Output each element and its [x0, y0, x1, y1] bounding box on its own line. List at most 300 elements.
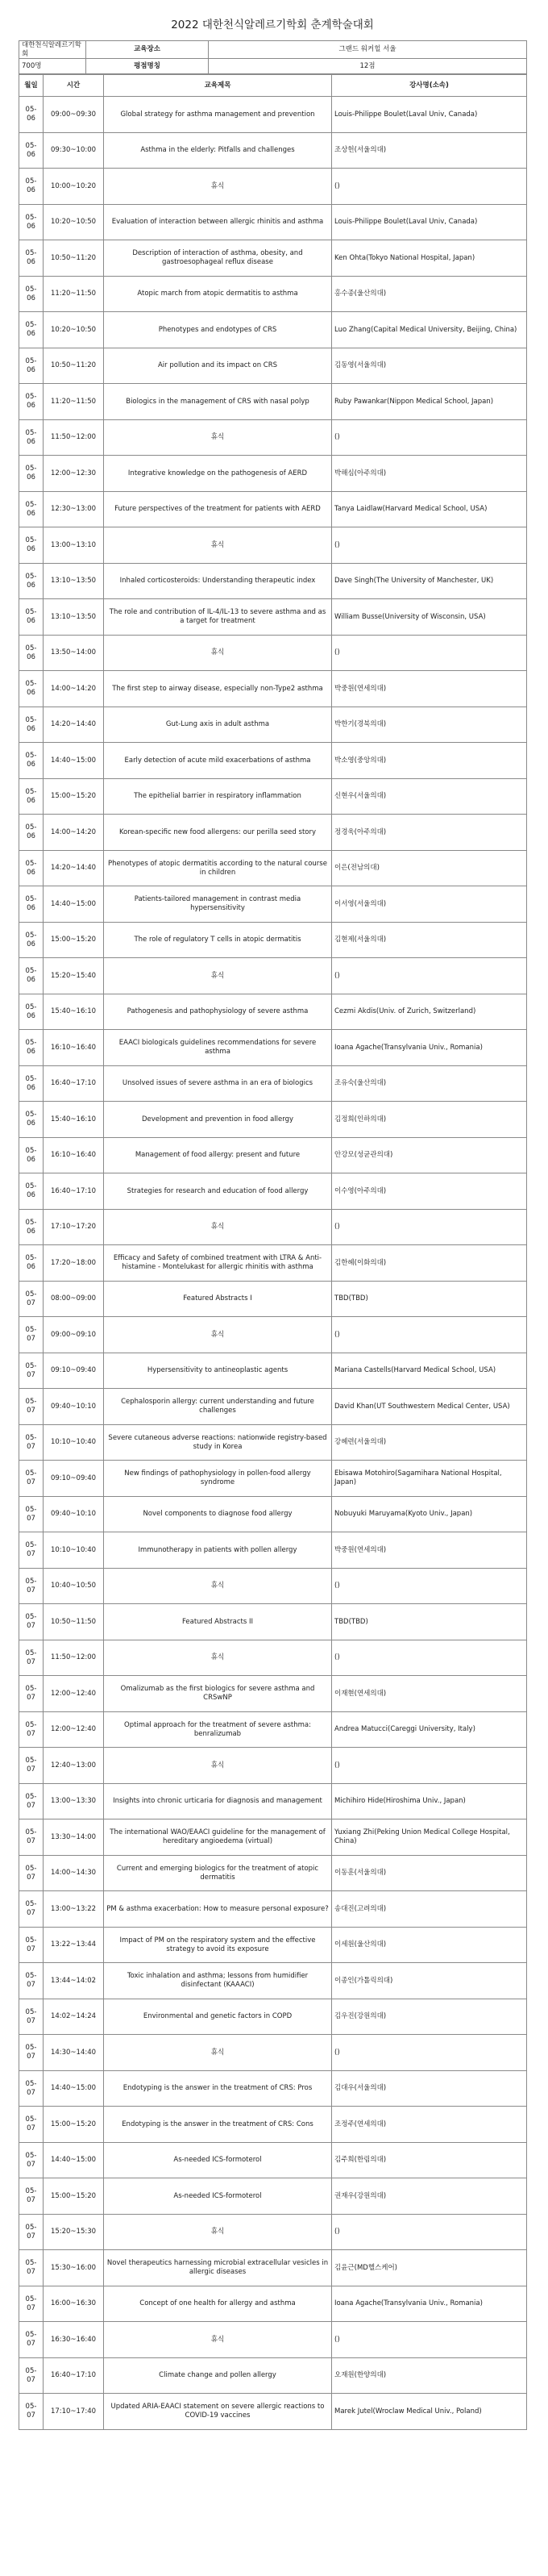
session-title: The role of regulatory T cells in atopic dermatitis	[104, 922, 332, 958]
session-time: 14:20~14:40	[44, 850, 104, 886]
session-date: 05-06	[19, 169, 44, 205]
session-title: Integrative knowledge on the pathogenesis of AERD	[104, 456, 332, 492]
table-row	[19, 1532, 527, 1569]
session-speaker: Ebisawa Motohiro(Sagamihara National Hospital, Japan)	[332, 1461, 527, 1497]
session-date: 05-06	[19, 1209, 44, 1245]
session-date: 05-07	[19, 2357, 44, 2394]
table-row	[19, 1173, 527, 1210]
table-row	[19, 1317, 527, 1353]
session-time: 14:02~14:24	[44, 1999, 104, 2035]
session-date: 05-07	[19, 1353, 44, 1389]
session-time: 09:00~09:10	[44, 1317, 104, 1353]
session-date: 05-07	[19, 1927, 44, 1963]
session-title: Current and emerging biologics for the treatment of atopic dermatitis	[104, 1855, 332, 1891]
session-speaker: 김동영(서울의대)	[332, 348, 527, 384]
session-speaker: 김현제(서울의대)	[332, 922, 527, 958]
session-title: PM & asthma exacerbation: How to measure personal exposure?	[104, 1891, 332, 1928]
session-time: 10:20~10:50	[44, 204, 104, 240]
session-time: 10:20~10:50	[44, 312, 104, 348]
session-date: 05-06	[19, 778, 44, 815]
session-date: 05-07	[19, 1891, 44, 1928]
session-title: Severe cutaneous adverse reactions: nationwide registry-based study in Korea	[104, 1424, 332, 1461]
session-time: 15:20~15:30	[44, 2214, 104, 2250]
session-date: 05-06	[19, 850, 44, 886]
session-speaker: 조정주(연세의대)	[332, 2107, 527, 2143]
table-row	[19, 1102, 527, 1138]
table-row	[19, 1819, 527, 1856]
table-row	[19, 2107, 527, 2143]
session-time: 11:20~11:50	[44, 276, 104, 312]
meta-row-venue	[19, 41, 527, 59]
table-row	[19, 1496, 527, 1532]
session-title: Future perspectives of the treatment for patients with AERD	[104, 491, 332, 527]
table-row	[19, 1389, 527, 1425]
session-speaker: 권재우(강원의대)	[332, 2178, 527, 2215]
session-time: 17:20~18:00	[44, 1245, 104, 1282]
session-speaker: Marek Jutel(Wroclaw Medical Univ., Poland)	[332, 2394, 527, 2430]
table-row	[19, 276, 527, 312]
table-row	[19, 1461, 527, 1497]
session-date: 05-07	[19, 2214, 44, 2250]
session-date: 05-07	[19, 1317, 44, 1353]
session-speaker: 김주희(한림의대)	[332, 2142, 527, 2178]
session-speaker: 김윤근(MD헬스케어)	[332, 2250, 527, 2286]
session-date: 05-07	[19, 1389, 44, 1425]
table-row	[19, 2178, 527, 2215]
session-time: 15:00~15:20	[44, 922, 104, 958]
session-date: 05-06	[19, 491, 44, 527]
table-row	[19, 240, 527, 277]
session-title: 휴식	[104, 1317, 332, 1353]
session-time: 14:40~15:00	[44, 2070, 104, 2107]
session-speaker: 정경욱(아주의대)	[332, 815, 527, 851]
session-speaker: Ioana Agache(Transylvania Univ., Romania)	[332, 1030, 527, 1066]
table-row	[19, 2214, 527, 2250]
table-row	[19, 527, 527, 564]
session-title: 휴식	[104, 958, 332, 994]
session-time: 17:10~17:40	[44, 2394, 104, 2430]
table-row	[19, 2322, 527, 2358]
session-date: 05-07	[19, 2250, 44, 2286]
session-title: As-needed ICS-formoterol	[104, 2142, 332, 2178]
session-time: 11:50~12:00	[44, 419, 104, 456]
session-speaker: David Khan(UT Southwestern Medical Center, USA)	[332, 1389, 527, 1425]
session-title: The international WAO/EAACI guideline for the management of hereditary angioedema (virtual)	[104, 1819, 332, 1856]
session-title: Impact of PM on the respiratory system and the effective strategy to avoid its exposure	[104, 1927, 332, 1963]
session-title: Hypersensitivity to antineoplastic agents	[104, 1353, 332, 1389]
table-row	[19, 1676, 527, 1712]
session-date: 05-06	[19, 599, 44, 636]
session-time: 10:10~10:40	[44, 1424, 104, 1461]
table-row	[19, 2250, 527, 2286]
header-day: 월일	[19, 75, 44, 97]
session-date: 05-06	[19, 1102, 44, 1138]
session-speaker: ()	[332, 1209, 527, 1245]
table-row	[19, 1748, 527, 1784]
session-title: Strategies for research and education of food allergy	[104, 1173, 332, 1210]
table-row	[19, 348, 527, 384]
session-title: The first step to airway disease, especially non-Type2 asthma	[104, 671, 332, 707]
table-row	[19, 312, 527, 348]
table-row	[19, 1711, 527, 1748]
session-date: 05-06	[19, 132, 44, 169]
session-time: 09:10~09:40	[44, 1353, 104, 1389]
table-row	[19, 1209, 527, 1245]
session-time: 16:10~16:40	[44, 1137, 104, 1173]
session-date: 05-07	[19, 2107, 44, 2143]
credit-value: 12점	[209, 59, 527, 74]
session-title: Toxic inhalation and asthma; lessons from humidifier disinfectant (KAAACI)	[104, 1963, 332, 1999]
table-row	[19, 1783, 527, 1819]
session-date: 05-06	[19, 743, 44, 779]
session-title: The role and contribution of IL-4/IL-13 to severe asthma and as a target for treatment	[104, 599, 332, 636]
table-row	[19, 384, 527, 420]
session-title: Development and prevention in food allergy	[104, 1102, 332, 1138]
session-speaker: 이재현(연세의대)	[332, 1676, 527, 1712]
session-time: 13:44~14:02	[44, 1963, 104, 1999]
session-date: 05-06	[19, 240, 44, 277]
session-time: 14:20~14:40	[44, 707, 104, 743]
session-speaker: TBD(TBD)	[332, 1604, 527, 1640]
session-title: Gut-Lung axis in adult asthma	[104, 707, 332, 743]
table-row	[19, 2357, 527, 2394]
session-speaker: ()	[332, 2322, 527, 2358]
session-title: 휴식	[104, 2322, 332, 2358]
session-time: 15:40~16:10	[44, 1102, 104, 1138]
table-row	[19, 707, 527, 743]
session-date: 05-06	[19, 671, 44, 707]
session-title: Early detection of acute mild exacerbations of asthma	[104, 743, 332, 779]
session-title: 휴식	[104, 1640, 332, 1676]
session-title: Inhaled corticosteroids: Understanding therapeutic index	[104, 563, 332, 599]
table-row	[19, 1137, 527, 1173]
session-title: 휴식	[104, 1568, 332, 1604]
table-row	[19, 1999, 527, 2035]
table-row	[19, 97, 527, 133]
session-speaker: ()	[332, 1568, 527, 1604]
session-date: 05-07	[19, 1963, 44, 1999]
session-title: New findings of pathophysiology in pollen-food allergy syndrome	[104, 1461, 332, 1497]
session-title: Asthma in the elderly: Pitfalls and challenges	[104, 132, 332, 169]
session-speaker: 이수영(아주의대)	[332, 1173, 527, 1210]
session-speaker: 조유숙(울산의대)	[332, 1065, 527, 1102]
session-time: 10:50~11:20	[44, 348, 104, 384]
fee-value: 700명	[19, 59, 86, 74]
session-speaker: 홍수종(울산의대)	[332, 276, 527, 312]
table-row	[19, 1030, 527, 1066]
session-title: 휴식	[104, 2035, 332, 2071]
session-title: Phenotypes of atopic dermatitis according to the natural course in children	[104, 850, 332, 886]
table-row	[19, 1568, 527, 1604]
session-title: 휴식	[104, 1748, 332, 1784]
session-title: Concept of one health for allergy and asthma	[104, 2286, 332, 2322]
session-time: 15:00~15:20	[44, 2107, 104, 2143]
session-time: 13:22~13:44	[44, 1927, 104, 1963]
table-row	[19, 635, 527, 671]
table-row	[19, 1927, 527, 1963]
session-speaker: ()	[332, 635, 527, 671]
session-title: Cephalosporin allergy: current understanding and future challenges	[104, 1389, 332, 1425]
session-speaker: Luo Zhang(Capital Medical University, Beijing, China)	[332, 312, 527, 348]
session-time: 10:50~11:50	[44, 1604, 104, 1640]
table-row	[19, 922, 527, 958]
session-time: 09:40~10:10	[44, 1496, 104, 1532]
session-speaker: 오재원(한양의대)	[332, 2357, 527, 2394]
session-date: 05-07	[19, 1748, 44, 1784]
session-speaker: 김우진(강원의대)	[332, 1999, 527, 2035]
session-date: 05-07	[19, 2286, 44, 2322]
session-speaker: Andrea Matucci(Careggi University, Italy)	[332, 1711, 527, 1748]
session-speaker: 이세원(울산의대)	[332, 1927, 527, 1963]
table-row	[19, 778, 527, 815]
session-speaker: 박중원(연세의대)	[332, 1532, 527, 1569]
session-speaker: ()	[332, 527, 527, 564]
session-title: As-needed ICS-formoterol	[104, 2178, 332, 2215]
session-title: 휴식	[104, 2214, 332, 2250]
table-row	[19, 1353, 527, 1389]
session-time: 13:00~13:10	[44, 527, 104, 564]
session-speaker: 박중원(연세의대)	[332, 671, 527, 707]
session-speaker: 강혜련(서울의대)	[332, 1424, 527, 1461]
session-time: 13:50~14:00	[44, 635, 104, 671]
table-row	[19, 2286, 527, 2322]
table-row	[19, 132, 527, 169]
session-time: 12:00~12:40	[44, 1676, 104, 1712]
session-date: 05-06	[19, 384, 44, 420]
session-speaker: TBD(TBD)	[332, 1281, 527, 1317]
session-date: 05-07	[19, 1424, 44, 1461]
session-title: Korean-specific new food allergens: our perilla seed story	[104, 815, 332, 851]
table-row	[19, 743, 527, 779]
session-date: 05-07	[19, 2142, 44, 2178]
table-row	[19, 169, 527, 205]
header-speaker: 강사명(소속)	[332, 75, 527, 97]
session-date: 05-06	[19, 456, 44, 492]
session-speaker: ()	[332, 1640, 527, 1676]
session-time: 11:50~12:00	[44, 1640, 104, 1676]
course-document	[19, 6, 526, 2430]
session-time: 16:30~16:40	[44, 2322, 104, 2358]
session-date: 05-07	[19, 1855, 44, 1891]
session-time: 10:40~10:50	[44, 1568, 104, 1604]
session-date: 05-07	[19, 1640, 44, 1676]
session-time: 15:30~16:00	[44, 2250, 104, 2286]
session-time: 14:40~15:00	[44, 743, 104, 779]
session-date: 05-07	[19, 2394, 44, 2430]
session-time: 14:00~14:20	[44, 671, 104, 707]
meta-row-credit	[19, 59, 527, 74]
session-time: 13:00~13:30	[44, 1783, 104, 1819]
session-date: 05-06	[19, 527, 44, 564]
session-time: 09:10~09:40	[44, 1461, 104, 1497]
session-time: 16:10~16:40	[44, 1030, 104, 1066]
session-date: 05-07	[19, 1711, 44, 1748]
session-speaker: 이동훈(서울의대)	[332, 1855, 527, 1891]
session-time: 10:10~10:40	[44, 1532, 104, 1569]
table-row	[19, 815, 527, 851]
session-title: 휴식	[104, 635, 332, 671]
table-row	[19, 599, 527, 636]
venue-label: 교육장소	[86, 41, 209, 59]
session-speaker: 안강모(성균관의대)	[332, 1137, 527, 1173]
table-row	[19, 2394, 527, 2430]
session-date: 05-06	[19, 707, 44, 743]
session-speaker: William Busse(University of Wisconsin, USA)	[332, 599, 527, 636]
session-speaker: 박한기(경북의대)	[332, 707, 527, 743]
session-date: 05-06	[19, 1245, 44, 1282]
session-speaker: 박소영(중앙의대)	[332, 743, 527, 779]
session-speaker: ()	[332, 1748, 527, 1784]
session-speaker: 신현우(서울의대)	[332, 778, 527, 815]
session-title: Evaluation of interaction between allergic rhinitis and asthma	[104, 204, 332, 240]
session-date: 05-06	[19, 994, 44, 1030]
session-time: 14:40~15:00	[44, 2142, 104, 2178]
session-title: The epithelial barrier in respiratory inflammation	[104, 778, 332, 815]
session-speaker: 송대진(고려의대)	[332, 1891, 527, 1928]
session-title: 휴식	[104, 1209, 332, 1245]
session-time: 14:00~14:30	[44, 1855, 104, 1891]
session-date: 05-06	[19, 419, 44, 456]
session-title: Climate change and pollen allergy	[104, 2357, 332, 2394]
session-date: 05-06	[19, 1173, 44, 1210]
session-time: 17:10~17:20	[44, 1209, 104, 1245]
session-date: 05-07	[19, 2070, 44, 2107]
table-row	[19, 1640, 527, 1676]
session-time: 10:00~10:20	[44, 169, 104, 205]
session-title: Air pollution and its impact on CRS	[104, 348, 332, 384]
table-row	[19, 1065, 527, 1102]
session-time: 14:00~14:20	[44, 815, 104, 851]
session-time: 16:40~17:10	[44, 1173, 104, 1210]
session-title: Phenotypes and endotypes of CRS	[104, 312, 332, 348]
session-title: 휴식	[104, 419, 332, 456]
session-title: Management of food allergy: present and future	[104, 1137, 332, 1173]
table-row	[19, 1963, 527, 1999]
session-speaker: 김대우(서울의대)	[332, 2070, 527, 2107]
session-speaker: 이은(전남의대)	[332, 850, 527, 886]
session-date: 05-07	[19, 1604, 44, 1640]
session-title: Featured Abstracts II	[104, 1604, 332, 1640]
session-time: 15:20~15:40	[44, 958, 104, 994]
session-speaker: 김정희(인하의대)	[332, 1102, 527, 1138]
session-date: 05-07	[19, 1461, 44, 1497]
table-row	[19, 958, 527, 994]
session-time: 09:30~10:00	[44, 132, 104, 169]
session-time: 12:00~12:30	[44, 456, 104, 492]
session-speaker: Ioana Agache(Transylvania Univ., Romania)	[332, 2286, 527, 2322]
session-date: 05-06	[19, 1065, 44, 1102]
session-time: 09:00~09:30	[44, 97, 104, 133]
table-row	[19, 2070, 527, 2107]
session-time: 15:40~16:10	[44, 994, 104, 1030]
session-time: 11:20~11:50	[44, 384, 104, 420]
session-title: Featured Abstracts I	[104, 1281, 332, 1317]
table-row	[19, 1604, 527, 1640]
session-time: 12:00~12:40	[44, 1711, 104, 1748]
table-row	[19, 1855, 527, 1891]
session-title: Pathogenesis and pathophysiology of severe asthma	[104, 994, 332, 1030]
venue-value: 그랜드 워커힐 서울	[209, 41, 527, 59]
session-title: Atopic march from atopic dermatitis to asthma	[104, 276, 332, 312]
session-date: 05-06	[19, 312, 44, 348]
table-row	[19, 671, 527, 707]
table-row	[19, 1245, 527, 1282]
session-speaker: Dave Singh(The University of Manchester, UK)	[332, 563, 527, 599]
session-date: 05-07	[19, 2035, 44, 2071]
session-date: 05-06	[19, 886, 44, 923]
session-speaker: Louis-Philippe Boulet(Laval Univ, Canada)	[332, 97, 527, 133]
session-title: Description of interaction of asthma, obesity, and gastroesophageal reflux disease	[104, 240, 332, 277]
credit-label: 평점명칭	[86, 59, 209, 74]
session-date: 05-07	[19, 1281, 44, 1317]
session-speaker: Michihiro Hide(Hiroshima Univ., Japan)	[332, 1783, 527, 1819]
session-speaker: ()	[332, 169, 527, 205]
session-time: 16:00~16:30	[44, 2286, 104, 2322]
session-time: 13:00~13:22	[44, 1891, 104, 1928]
session-title: EAACI biologicals guidelines recommendations for severe asthma	[104, 1030, 332, 1066]
schedule-rows	[19, 97, 527, 2430]
session-speaker: Nobuyuki Maruyama(Kyoto Univ., Japan)	[332, 1496, 527, 1532]
session-date: 05-07	[19, 1496, 44, 1532]
table-row	[19, 886, 527, 923]
session-date: 05-06	[19, 635, 44, 671]
session-date: 05-06	[19, 1137, 44, 1173]
table-row	[19, 204, 527, 240]
session-title: Immunotherapy in patients with pollen allergy	[104, 1532, 332, 1569]
session-speaker: 이서영(서울의대)	[332, 886, 527, 923]
session-title: Unsolved issues of severe asthma in an era of biologics	[104, 1065, 332, 1102]
session-time: 16:40~17:10	[44, 2357, 104, 2394]
document-title: 2022 대한천식알레르기학회 춘계학술대회	[171, 19, 374, 31]
table-row	[19, 456, 527, 492]
session-time: 13:10~13:50	[44, 563, 104, 599]
session-date: 05-07	[19, 1999, 44, 2035]
session-time: 12:30~13:00	[44, 491, 104, 527]
session-date: 05-06	[19, 348, 44, 384]
table-row	[19, 563, 527, 599]
session-title: Novel therapeutics harnessing microbial extracellular vesicles in allergic diseases	[104, 2250, 332, 2286]
session-date: 05-07	[19, 1819, 44, 1856]
session-title: Environmental and genetic factors in COPD	[104, 1999, 332, 2035]
session-time: 09:40~10:10	[44, 1389, 104, 1425]
session-date: 05-06	[19, 815, 44, 851]
session-date: 05-07	[19, 1532, 44, 1569]
session-date: 05-07	[19, 1568, 44, 1604]
session-speaker: Yuxiang Zhi(Peking Union Medical College Hospital, China)	[332, 1819, 527, 1856]
session-date: 05-06	[19, 563, 44, 599]
table-row	[19, 1891, 527, 1928]
session-title: Updated ARIA-EAACI statement on severe allergic reactions to COVID-19 vaccines	[104, 2394, 332, 2430]
table-row	[19, 850, 527, 886]
session-title: 휴식	[104, 527, 332, 564]
session-title: Efficacy and Safety of combined treatment with LTRA & Anti-histamine - Montelukast for allergic rhinitis with asthma	[104, 1245, 332, 1282]
session-title: Omalizumab as the first biologics for severe asthma and CRSwNP	[104, 1676, 332, 1712]
session-title: Endotyping is the answer in the treatment of CRS: Cons	[104, 2107, 332, 2143]
session-speaker: 김한혜(이화의대)	[332, 1245, 527, 1282]
header-time: 시간	[44, 75, 104, 97]
session-time: 14:40~15:00	[44, 886, 104, 923]
session-time: 12:40~13:00	[44, 1748, 104, 1784]
table-row	[19, 1281, 527, 1317]
session-date: 05-07	[19, 1676, 44, 1712]
session-time: 15:00~15:20	[44, 778, 104, 815]
session-speaker: Ruby Pawankar(Nippon Medical School, Japan)	[332, 384, 527, 420]
session-title: Biologics in the management of CRS with nasal polyp	[104, 384, 332, 420]
session-date: 05-06	[19, 276, 44, 312]
session-speaker: ()	[332, 1317, 527, 1353]
session-time: 10:50~11:20	[44, 240, 104, 277]
session-title: Patients-tailored management in contrast media hypersensitivity	[104, 886, 332, 923]
